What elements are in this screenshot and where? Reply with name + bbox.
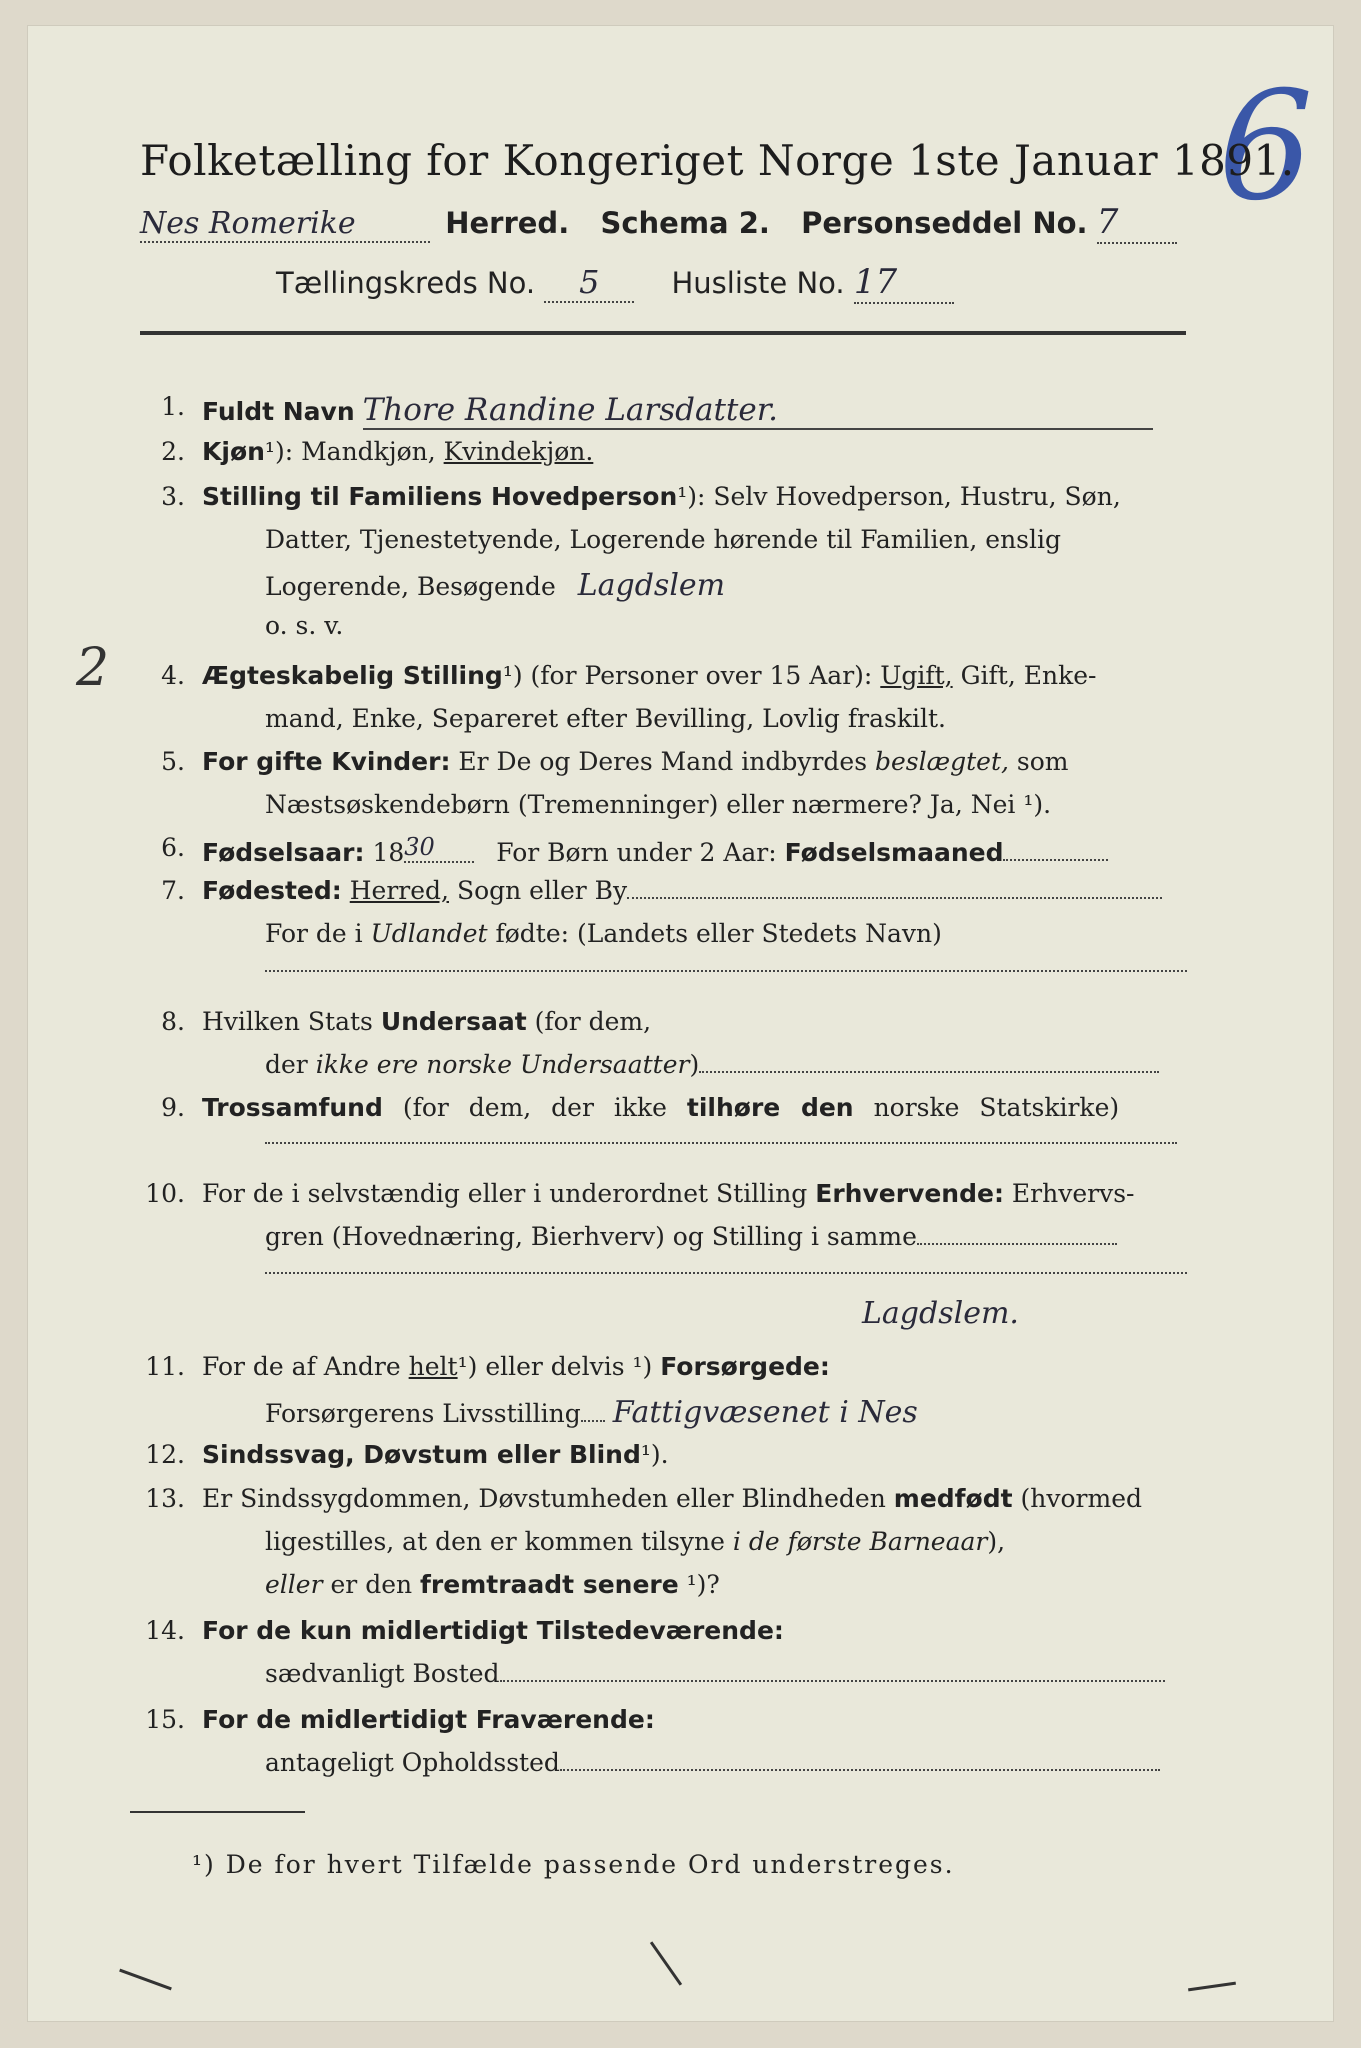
birth-year-value: 30	[404, 833, 474, 863]
item-number: 1.	[161, 392, 185, 421]
item-label: Kjøn	[202, 437, 265, 466]
selected-option: helt	[408, 1352, 458, 1381]
item-label: Fuldt Navn	[202, 397, 355, 426]
personseddel-label: Personseddel No.	[801, 206, 1088, 240]
herred-line	[140, 202, 1177, 244]
footnote-rule	[130, 1811, 305, 1813]
herred-value: Nes Romerike	[140, 206, 430, 243]
item-label: Stilling til Familiens Hovedperson	[202, 482, 678, 511]
selected-option: Kvindekjøn.	[443, 437, 594, 466]
husliste-value: 17	[854, 262, 954, 304]
item-label: Fødested:	[202, 876, 342, 905]
kreds-line	[276, 262, 954, 304]
herred-label: Herred.	[445, 206, 570, 240]
occupation-value: Lagdslem.	[862, 1296, 1019, 1331]
item-label: For de kun midlertidigt Tilstedeværende:	[202, 1616, 784, 1645]
item-label: medfødt	[893, 1484, 1013, 1513]
header-rule	[140, 331, 1186, 335]
margin-sheet-number: 6	[1218, 60, 1314, 234]
selected-option: Herred,	[349, 876, 449, 905]
item-label: For gifte Kvinder:	[202, 747, 451, 776]
schema-label: Schema 2.	[600, 206, 770, 240]
item-label: Forsørgede:	[660, 1352, 830, 1381]
footnote: ¹) De for hvert Tilfælde passende Ord understreges.	[192, 1850, 955, 1879]
provider-value: Fattigvæsenet i Nes	[612, 1395, 918, 1430]
selected-option: Ugift,	[880, 661, 953, 690]
full-name-value: Thore Randine Larsdatter.	[363, 392, 1153, 430]
item-label: Trossamfund	[202, 1093, 383, 1122]
form-title: Folketælling for Kongeriget Norge 1ste Januar 1891.	[140, 136, 1295, 185]
item-label: For de midlertidigt Fraværende:	[202, 1705, 655, 1734]
item-label: Erhvervende:	[815, 1179, 1004, 1208]
kreds-value: 5	[544, 263, 634, 303]
item-label: Undersaat	[380, 1007, 527, 1036]
item-label: Ægteskabelig Stilling	[202, 661, 503, 690]
personseddel-value: 7	[1097, 202, 1177, 244]
position-value: Lagdslem	[577, 568, 726, 603]
item-label: Sindssvag, Døvstum eller Blind	[202, 1440, 641, 1469]
husliste-label: Husliste No.	[671, 266, 845, 300]
margin-note: 2	[76, 638, 110, 698]
item-label: Fødselsaar:	[202, 838, 365, 867]
kreds-label: Tællingskreds No.	[276, 266, 536, 300]
